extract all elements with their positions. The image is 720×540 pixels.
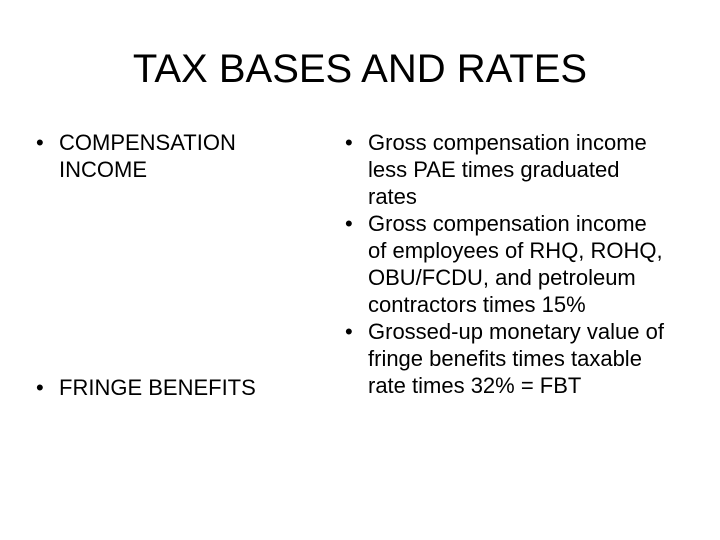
right-bullet-text: Gross compensation income of employees of RHQ, ROHQ, OBU/FCDU, and petroleum contractors times 15% [368,211,663,317]
bullet-icon: • [36,130,44,155]
right-bullet-text: Grossed-up monetary value of fringe benefits times taxable rate times 32% = FBT [368,319,664,398]
right-bullet-item [336,129,666,210]
left-bullet-item [27,374,317,401]
right-bullet-text: Gross compensation income less PAE times graduated rates [368,130,647,209]
left-bullet-list-compensation [27,129,317,183]
right-bullet-list [336,129,666,399]
bullet-icon: • [345,211,353,236]
bullet-icon: • [345,319,353,344]
left-bullet-item [27,129,317,183]
right-bullet-item [336,210,666,318]
right-bullet-item [336,318,666,399]
bullet-icon: • [345,130,353,155]
left-bullet-list-fringe [27,374,317,401]
bullet-icon: • [36,375,44,400]
left-bullet-text: FRINGE BENEFITS [59,375,256,400]
left-bullet-text: COMPENSATION INCOME [59,130,236,182]
slide-title: TAX BASES AND RATES [132,47,588,91]
